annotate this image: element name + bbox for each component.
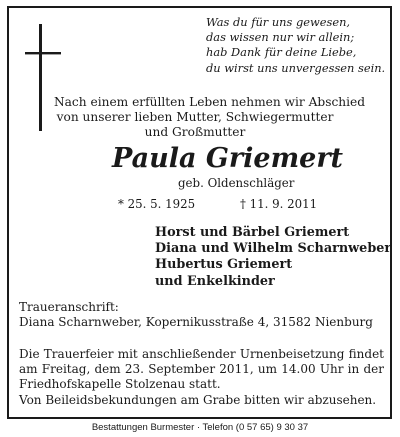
mourner-entry: Diana und Wilhelm Scharnweber: [155, 241, 392, 257]
notice-line: Die Trauerfeier mit anschließender Urnenbeisetzung findet: [19, 347, 384, 361]
mourner-entry: Horst und Bärbel Griemert: [155, 225, 350, 240]
birth-date: * 25. 5. 1925: [118, 197, 196, 211]
mourner-entry: und Enkelkinder: [155, 273, 275, 289]
poem-line: du wirst uns unvergessen sein.: [206, 60, 386, 75]
notice-line: Von Beileidsbekundungen am Grabe bitten wir abzusehen.: [19, 392, 377, 407]
funeral-notice: [19, 347, 384, 408]
poem-line: das wissen nur wir allein;: [206, 30, 355, 45]
address-line: Diana Scharnweber, Kopernikusstraße 4, 31582 Nienburg: [19, 315, 373, 330]
farewell-intro: [54, 95, 366, 141]
mourner-entry: Hubertus Griemert: [155, 257, 293, 273]
address-label: Traueranschrift:: [19, 300, 119, 314]
mourning-address: [19, 300, 373, 330]
death-date: † 11. 9. 2011: [240, 197, 318, 211]
mourners-list: [155, 225, 391, 290]
intro-line: Nach einem erfüllten Leben nehmen wir Abschied: [54, 95, 366, 109]
poem-line: Was du für uns gewesen,: [206, 15, 351, 29]
cross-vertical-bar: [39, 24, 42, 131]
birth-name: geb. Oldenschläger: [178, 176, 295, 190]
notice-line: Friedhofskapelle Stolzenau statt.: [19, 377, 221, 392]
funeral-home-footer: Bestattungen Burmester · Telefon (0 57 65) 9 30 37: [91, 422, 309, 433]
cross-horizontal-bar: [25, 52, 61, 54]
poem-line: hab Dank für deine Liebe,: [206, 45, 357, 60]
deceased-name: Paula Griemert: [112, 143, 344, 174]
poem: [206, 15, 385, 76]
intro-line: und Großmutter: [144, 125, 246, 140]
notice-line: am Freitag, dem 23. September 2011, um 14.00 Uhr in der: [19, 362, 384, 377]
intro-line: von unserer lieben Mutter, Schwiegermutter: [56, 110, 334, 125]
